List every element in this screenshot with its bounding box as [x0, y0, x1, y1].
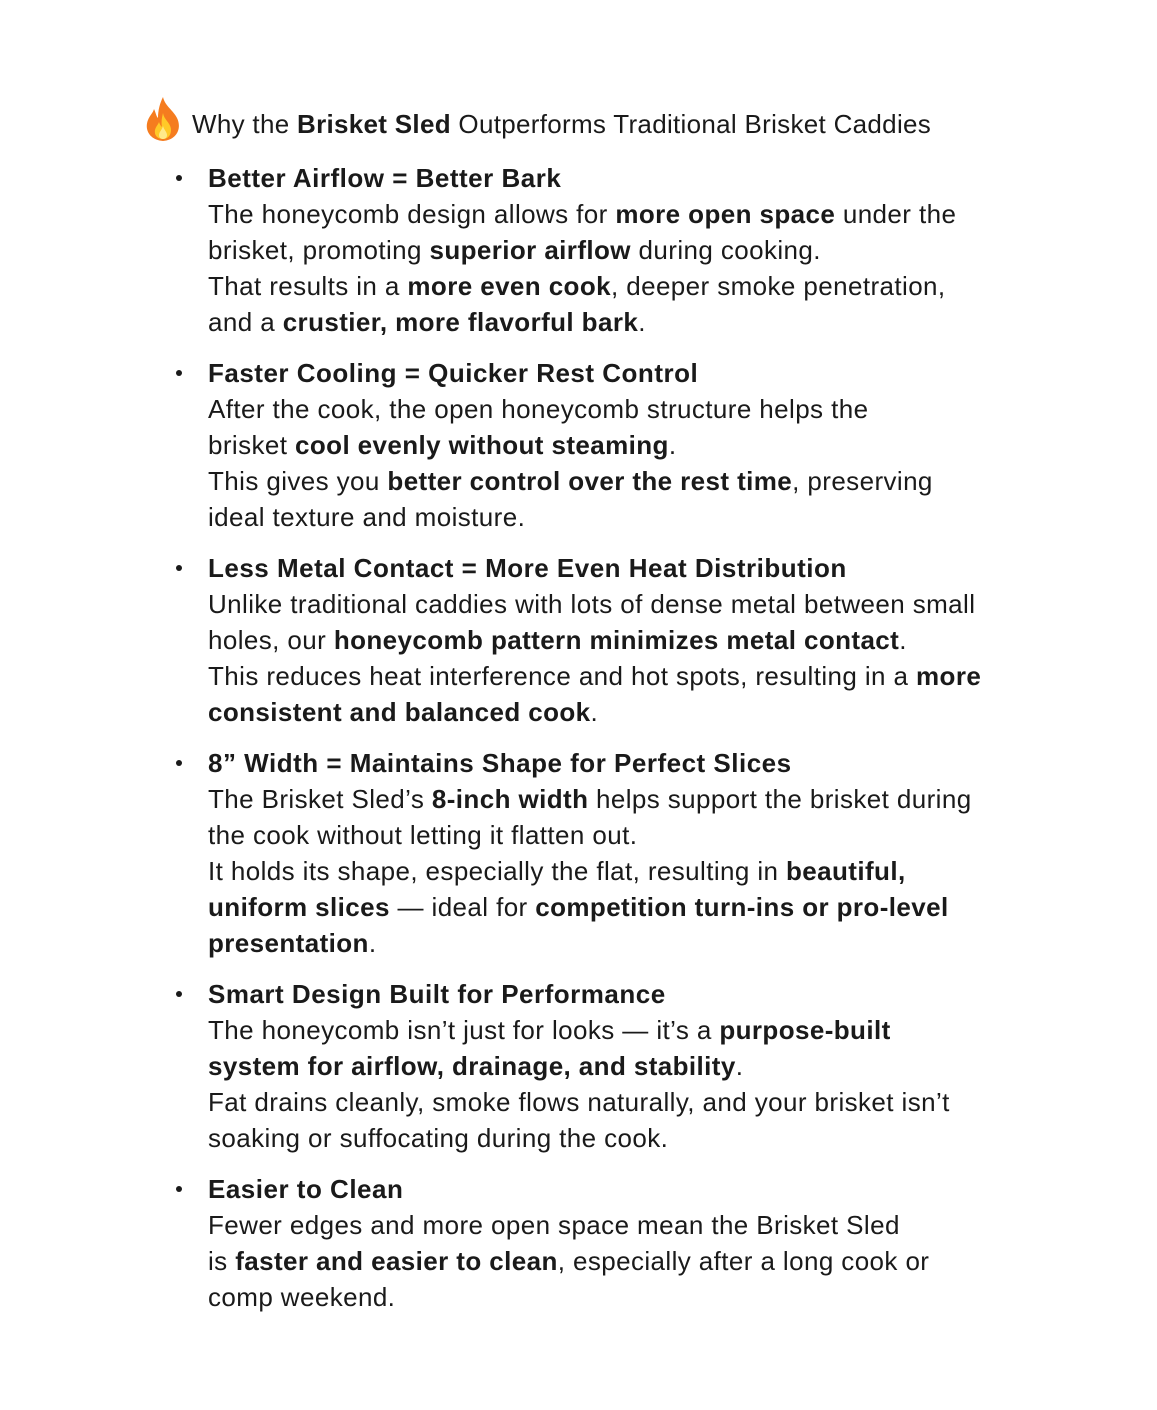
bullet-icon	[172, 745, 186, 781]
text-run: the cook without letting it flatten out.	[208, 820, 638, 850]
text-run: , especially after a long cook or	[557, 1246, 930, 1276]
text-run: The Brisket Sled’s	[208, 784, 432, 814]
feature-paragraph	[208, 1012, 1068, 1084]
text-run: comp weekend.	[208, 1282, 396, 1312]
text-run: Fewer edges and more open space mean the Brisket Sled	[208, 1210, 900, 1240]
feature-title: Easier to Clean	[208, 1174, 404, 1204]
feature-item-cooling	[208, 355, 1068, 535]
text-run: under the	[835, 199, 957, 229]
text-run: That results in a	[208, 271, 408, 301]
text-run: holes, our	[208, 625, 334, 655]
feature-paragraph	[208, 781, 1068, 853]
feature-paragraph	[208, 196, 1068, 268]
text-run: soaking or suffocating during the cook.	[208, 1123, 669, 1153]
text-run: .	[735, 1051, 744, 1081]
text-run: After the cook, the open honeycomb structure helps the	[208, 394, 869, 424]
bold-run: 8-inch width	[431, 784, 589, 814]
bold-run: honeycomb pattern minimizes metal contact	[333, 625, 900, 655]
feature-paragraph	[208, 658, 1068, 730]
bullet-icon	[172, 550, 186, 586]
text-run: Unlike traditional caddies with lots of dense metal between small	[208, 589, 976, 619]
text-run: The honeycomb isn’t just for looks — it’s a	[208, 1015, 720, 1045]
fire-icon	[142, 96, 184, 142]
document-heading	[142, 90, 931, 140]
bold-run: more	[916, 661, 982, 691]
heading-post: Outperforms Traditional Brisket Caddies	[450, 109, 932, 139]
text-run: during cooking.	[630, 235, 821, 265]
heading-text	[192, 109, 931, 140]
text-run: — ideal for	[389, 892, 536, 922]
bold-run: beautiful,	[786, 856, 906, 886]
bold-run: purpose-built	[719, 1015, 891, 1045]
text-run: , preserving	[792, 466, 933, 496]
bold-run: better control over the rest time	[387, 466, 793, 496]
text-run: Fat drains cleanly, smoke flows naturally, and your brisket isn’t	[208, 1087, 950, 1117]
text-run: .	[899, 625, 907, 655]
text-run: helps support the brisket during	[588, 784, 972, 814]
feature-item-smart-design	[208, 976, 1068, 1156]
text-run: It holds its shape, especially the flat, resulting in	[208, 856, 787, 886]
bold-run: crustier, more flavorful bark	[282, 307, 639, 337]
bullet-icon	[172, 1171, 186, 1207]
feature-item-width	[208, 745, 1068, 961]
text-run: is	[208, 1246, 236, 1276]
bullet-icon	[172, 976, 186, 1012]
text-run: .	[368, 928, 377, 958]
text-run: This gives you	[208, 466, 388, 496]
bold-run: faster and easier to clean	[235, 1246, 558, 1276]
feature-paragraph	[208, 463, 1068, 535]
feature-paragraph	[208, 268, 1068, 340]
text-run: The honeycomb design allows for	[208, 199, 616, 229]
text-run: .	[590, 697, 599, 727]
text-run: .	[668, 430, 677, 460]
text-run: brisket, promoting	[208, 235, 430, 265]
feature-paragraph	[208, 853, 1068, 961]
text-run: and a	[208, 307, 283, 337]
heading-pre: Why the	[192, 109, 297, 139]
bold-run: consistent and balanced cook	[208, 697, 591, 727]
text-run: , deeper smoke penetration,	[610, 271, 946, 301]
text-run: This reduces heat interference and hot spots, resulting in a	[208, 661, 917, 691]
bold-run: competition turn-ins or pro-level	[535, 892, 949, 922]
feature-paragraph	[208, 586, 1068, 658]
feature-title: Less Metal Contact = More Even Heat Distribution	[208, 553, 847, 583]
feature-title: Smart Design Built for Performance	[208, 979, 666, 1009]
feature-title: Faster Cooling = Quicker Rest Control	[208, 358, 699, 388]
feature-item-airflow	[208, 160, 1068, 340]
feature-paragraph	[208, 391, 1068, 463]
feature-item-cleaning	[208, 1171, 1068, 1315]
text-run: brisket	[208, 430, 296, 460]
bullet-icon	[172, 355, 186, 391]
bold-run: more even cook	[407, 271, 611, 301]
bullet-icon	[172, 160, 186, 196]
bold-run: system for airflow, drainage, and stability	[208, 1051, 736, 1081]
heading-product-name: Brisket Sled	[297, 109, 451, 139]
feature-title: Better Airflow = Better Bark	[208, 163, 562, 193]
feature-list	[208, 160, 1068, 1330]
feature-paragraph	[208, 1084, 1068, 1156]
feature-title: 8” Width = Maintains Shape for Perfect Slices	[208, 748, 792, 778]
bold-run: presentation	[208, 928, 369, 958]
bold-run: superior airflow	[429, 235, 631, 265]
text-run: .	[638, 307, 646, 337]
bold-run: uniform slices	[208, 892, 390, 922]
feature-item-metal-contact	[208, 550, 1068, 730]
feature-paragraph	[208, 1207, 1068, 1315]
bold-run: more open space	[615, 199, 836, 229]
bold-run: cool evenly without steaming	[295, 430, 669, 460]
text-run: ideal texture and moisture.	[208, 502, 526, 532]
